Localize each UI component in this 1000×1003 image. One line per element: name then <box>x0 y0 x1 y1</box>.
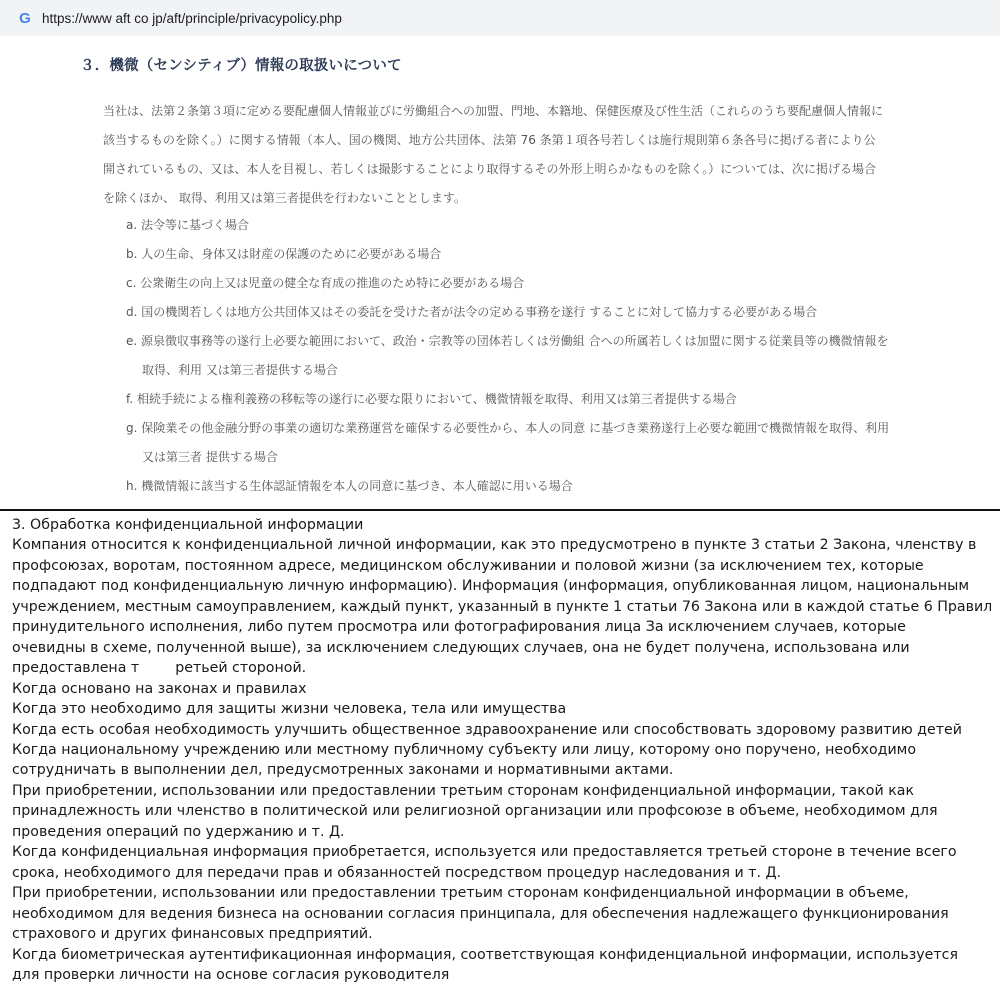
section-paragraph <box>103 97 953 213</box>
google-g-icon: G <box>19 9 31 27</box>
paragraph-line: 該当するものを除く。）に関する情報（本人、国の機関、地方公共団体、法第 76 条第１項各号若しくは施行規則第６条各号に掲げる者により公 <box>103 133 876 147</box>
list-item-text: e. 源泉徴収事務等の遂行上必要な範囲において、政治・宗教等の団体若しくは労働組 合への所属若しくは加盟に関する従業員等の機微情報を <box>126 334 889 348</box>
translation-line: Когда есть особая необходимость улучшить общественное здравоохранение или способствовать здоровому развитию детей <box>12 721 962 738</box>
translation-line: учреждением, местным самоуправлением, каждый пункт, указанный в пункте 1 статьи 76 Закона или в каждой статье 6 Правил <box>12 598 993 615</box>
translation-line: страхового и других финансовых предприятий. <box>12 926 373 943</box>
list-item-f <box>126 385 966 414</box>
translation-line: подпадают под конфиденциальную личную информацию). Информация (информация, опубликованная лицом, национальным <box>12 578 970 595</box>
russian-translation <box>12 515 997 985</box>
list-item-text: a. 法令等に基づく場合 <box>126 218 249 232</box>
translation-line: Компания относится к конфиденциальной личной информации, как это предусмотрено в пункте 3 статьи 2 Закона, членству в <box>12 537 977 554</box>
list-item-continuation: 取得、利用 又は第三者提供する場合 <box>142 363 338 377</box>
translation-line: Когда национальному учреждению или местному публичному субъекту или лицу, которому оно поручено, необходимо <box>12 741 917 758</box>
url-text[interactable]: https://www aft co jp/aft/principle/privacypolicy.php <box>42 10 342 26</box>
translation-line: проведения операций по удержанию и т. Д. <box>12 823 345 840</box>
browser-toolbar <box>0 0 1000 36</box>
section-title: ３．機微（センシティブ）情報の取扱いについて <box>80 58 402 74</box>
translation-line: Когда биометрическая аутентификационная информация, соответствующая конфиденциальной информации, используется <box>12 946 958 963</box>
divider-line <box>0 509 1000 511</box>
translation-line: При приобретении, использовании или предоставлении третьим сторонам конфиденциальной информации, такой как <box>12 782 915 799</box>
paragraph-line: 当社は、法第２条第３項に定める要配慮個人情報並びに労働組合への加盟、門地、本籍地、保健医療及び性生活（これらのうち要配慮個人情報に <box>103 104 884 118</box>
list-item-text: g. 保険業その他金融分野の事業の適切な業務運営を確保する必要性から、本人の同意 に基づき業務遂行上必要な範囲で機微情報を取得、利用 <box>126 421 890 435</box>
list-item-text: b. 人の生命、身体又は財産の保護のために必要がある場合 <box>126 247 442 261</box>
translation-line: для проверки личности на основе согласия руководителя <box>12 966 450 983</box>
translation-line: срока, необходимого для передачи прав и обязанностей посредством процедур наследования и т. Д. <box>12 864 782 881</box>
address-bar[interactable] <box>6 4 806 32</box>
paragraph-line: 開されているもの、又は、本人を目視し、若しくは撮影することにより取得するその外形上明らかなものを除く。）については、次に掲げる場合 <box>103 162 877 176</box>
japanese-section <box>0 36 1000 510</box>
list-item-g <box>126 414 966 472</box>
list-item-h <box>126 472 966 501</box>
translation-line: принудительного исполнения, либо путем просмотра или фотографирования лица За исключением случаев, которые <box>12 619 906 636</box>
translation-line: При приобретении, использовании или предоставлении третьим сторонам конфиденциальной информации в объеме, <box>12 885 909 902</box>
translation-line: профсоюзах, воротам, постоянном адресе, медицинском обслуживании и половой жизни (за исключением тех, которые <box>12 557 924 574</box>
list-item-text: d. 国の機関若しくは地方公共団体又はその委託を受けた者が法令の定める事務を遂行 することに対して協力する必要がある場合 <box>126 305 818 319</box>
list-item-continuation: 又は第三者 提供する場合 <box>142 450 278 464</box>
list-item-c <box>126 269 966 298</box>
list-item-d <box>126 298 966 327</box>
translation-line: необходимом для ведения бизнеса на основании согласия принципала, для обеспечения надлежащего функционирования <box>12 905 949 922</box>
list-item-a <box>126 211 966 240</box>
translation-line: Когда конфиденциальная информация приобретается, используется или предоставляется третьей стороне в течение всего <box>12 844 957 861</box>
translation-line: Когда основано на законах и правилах <box>12 680 307 697</box>
list-item-text: f. 相続手続による権利義務の移転等の遂行に必要な限りにおいて、機微情報を取得、利用又は第三者提供する場合 <box>126 392 737 406</box>
translation-line: Когда это необходимо для защиты жизни человека, тела или имущества <box>12 701 567 718</box>
exception-list <box>126 211 966 501</box>
list-item-b <box>126 240 966 269</box>
translation-line: предоставлена т ретьей стороной. <box>12 660 307 677</box>
translation-line: сотрудничать в выполнении дел, предусмотренных законами и нормативными актами. <box>12 762 674 779</box>
list-item-text: h. 機微情報に該当する生体認証情報を本人の同意に基づき、本人確認に用いる場合 <box>126 479 573 493</box>
section-divider <box>0 508 1000 512</box>
translation-line: очевидны в схеме, полученной выше), за исключением следующих случаев, она не будет получена, использована или <box>12 639 910 656</box>
list-item-text: c. 公衆衛生の向上又は児童の健全な育成の推進のため特に必要がある場合 <box>126 276 525 290</box>
paragraph-line: を除くほか、 取得、利用又は第三者提供を行わないこととします。 <box>103 191 466 205</box>
translation-line: принадлежность или членство в политической или религиозной организации или профсоюзе в объеме, необходимом для <box>12 803 938 820</box>
list-item-e <box>126 327 966 385</box>
translation-title: 3. Обработка конфиденциальной информации <box>12 517 364 533</box>
